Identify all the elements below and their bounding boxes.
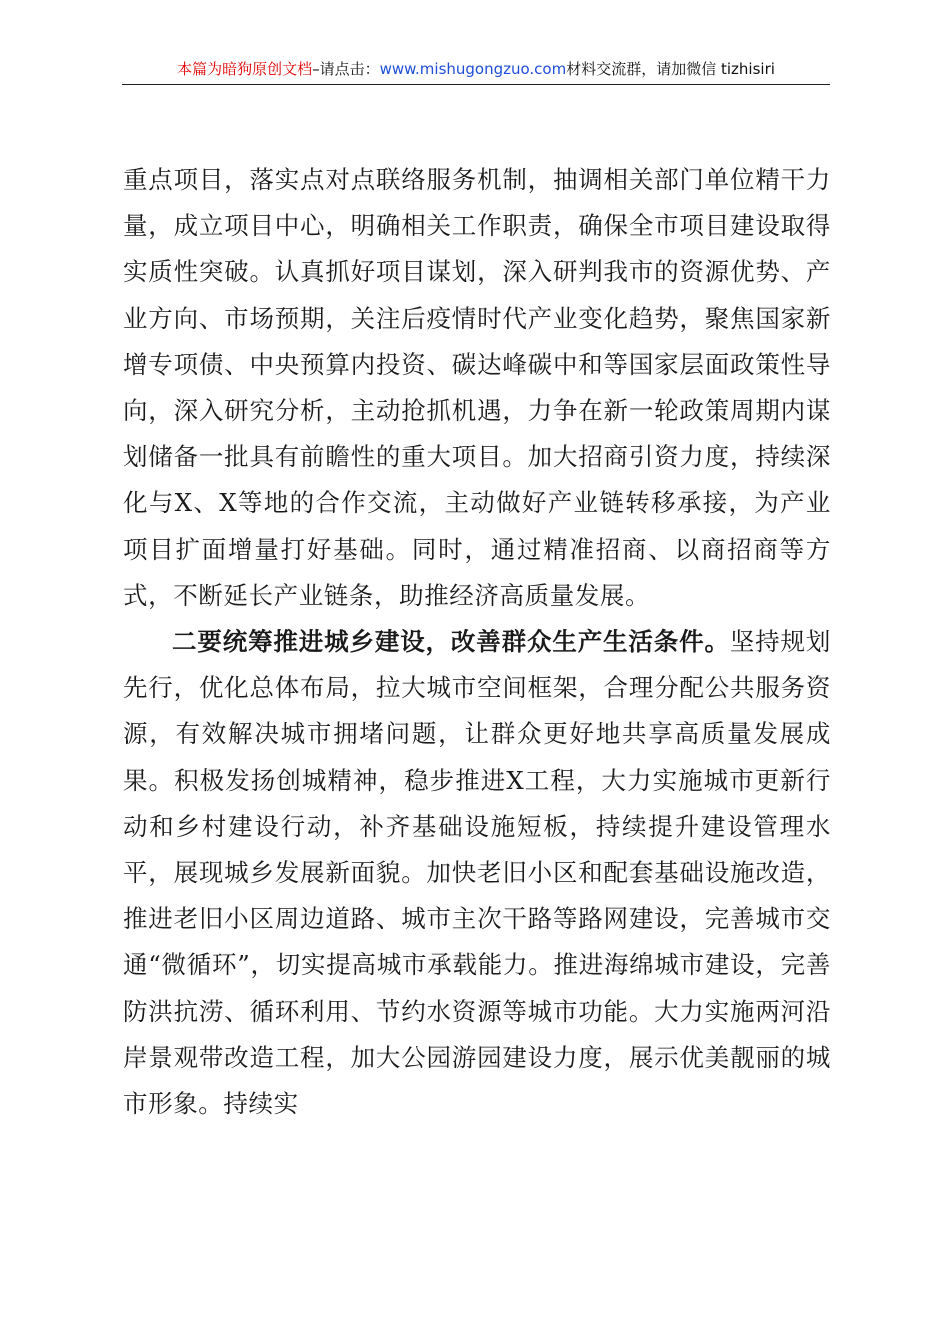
paragraph-text: 坚持规划先行，优化总体布局，拉大城市空间框架，合理分配公共服务资源，有效解决城市拥堵问题，让群众更好地共享高质量发展成果。积极发扬创城精神，稳步推进X工程，大力实施城市更新行动和乡村建设行动，补齐基础设施短板，持续提升建设管理水平，展现城乡发展新面貌。加快老旧小区和配套基础设施改造，推进老旧小区周边道路、城市主次干路等路网建设，完善城市交通“微循环”，切实提高城市承载能力。推进海绵城市建设，完善防洪抗涝、循环利用、节约水资源等城市功能。大力实施两河沿岸景观带改造工程，加大公园游园建设力度，展示优美靓丽的城市形象。持续实	[123, 627, 831, 1119]
paragraph-urban-rural-construction	[123, 619, 831, 1127]
paragraph-continuation	[123, 157, 831, 619]
header-original-notice: 本篇为暗狗原创文档	[177, 60, 313, 78]
header-click-prompt: –请点击：	[312, 60, 380, 78]
paragraph-text: 重点项目，落实点对点联络服务机制，抽调相关部门单位精干力量，成立项目中心，明确相关工作职责，确保全市项目建设取得实质性突破。认真抓好项目谋划，深入研判我市的资源优势、产业方向、市场预期，关注后疫情时代产业变化趋势，聚焦国家新增专项债、中央预算内投资、碳达峰碳中和等国家层面政策性导向，深入研究分析，主动抢抓机遇，力争在新一轮政策周期内谋划储备一批具有前瞻性的重大项目。加大招商引资力度，持续深化与X、X等地的合作交流，主动做好产业链转移承接，为产业项目扩面增量打好基础。同时，通过精准招商、以商招商等方式，不断延长产业链条，助推经济高质量发展。	[123, 165, 831, 610]
page-header	[122, 58, 830, 85]
header-wechat-info: 材料交流群，请加微信 tizhisiri	[566, 60, 775, 78]
paragraph-heading: 二要统筹推进城乡建设，改善群众生产生活条件。	[172, 627, 730, 657]
header-website-link[interactable]: www.mishugongzuo.com	[379, 60, 567, 78]
document-body	[123, 157, 831, 1127]
